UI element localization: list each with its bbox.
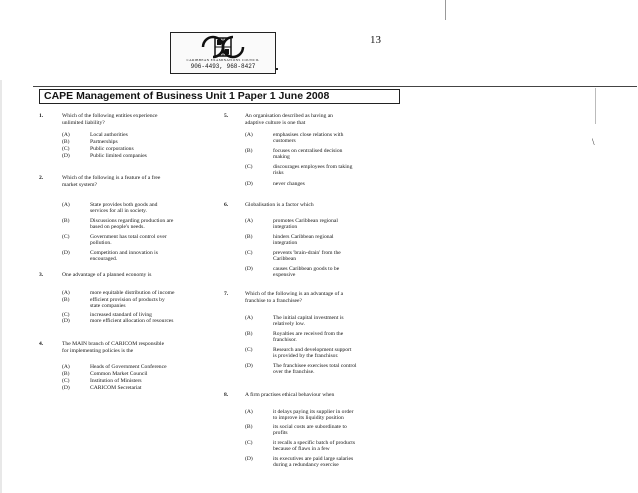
option-text-line: more equitable distribution of income <box>90 290 175 296</box>
option-text-line: emphasises close relations with <box>273 132 344 138</box>
phone-numbers: 906-4493, 968-8427 <box>190 63 256 70</box>
option-text-line: franchisor. <box>273 337 297 344</box>
option-text-line: state companies <box>90 303 126 310</box>
question-stem <box>245 392 395 399</box>
option-text-line: based on people's needs. <box>90 224 145 231</box>
option-text <box>90 385 215 391</box>
option-text-line: Local authorities <box>90 132 128 138</box>
option-text <box>90 132 215 138</box>
option-text-line: efficient provision of products by <box>90 297 165 303</box>
option-text <box>90 218 215 230</box>
option-text <box>90 378 215 384</box>
option-label: (A) <box>245 409 253 415</box>
option-label: (D) <box>245 456 253 462</box>
option-text-line: risks <box>273 170 284 177</box>
option-text <box>90 318 215 324</box>
option-text <box>273 331 388 343</box>
option-text-line: prevents 'brain-drain' from the <box>273 250 341 256</box>
option-text <box>273 218 388 230</box>
option-text-line: increased standard of living <box>90 312 152 318</box>
option-label: (B) <box>62 139 70 145</box>
question-stem-line: unlimited liability? <box>62 119 105 126</box>
option-text <box>273 409 388 421</box>
option-text <box>90 202 215 214</box>
title-box <box>39 89 400 104</box>
option-text <box>273 347 388 359</box>
option-text-line: promotes Caribbean regional <box>273 218 338 224</box>
margin-mark: \ <box>592 137 595 147</box>
option-text-line: its executives are paid large salaries <box>273 456 354 462</box>
option-label: (A) <box>245 218 253 224</box>
question-number: 1. <box>39 113 44 119</box>
option-label: (A) <box>245 315 253 321</box>
option-text <box>90 250 215 262</box>
question-stem-line: One advantage of a planned economy is <box>62 272 152 278</box>
option-label: (B) <box>245 234 253 240</box>
option-text <box>273 424 388 436</box>
question-stem-line: market system? <box>62 181 97 188</box>
option-label: (B) <box>62 297 70 303</box>
option-text-line: profits <box>273 430 288 437</box>
question-stem <box>62 272 212 279</box>
option-text <box>90 371 215 377</box>
paper-title: CAPE Management of Business Unit 1 Paper 1 June 2008 <box>44 90 330 102</box>
option-text <box>273 440 388 452</box>
question-stem <box>62 113 212 126</box>
option-text-line: encouraged. <box>90 256 118 263</box>
scan-edge-shadow <box>0 80 2 493</box>
option-label: (D) <box>245 266 253 272</box>
question-stem-line: Which of the following is a feature of a free <box>62 175 161 181</box>
option-text-line: integration <box>273 240 298 247</box>
option-text <box>273 234 388 246</box>
option-label: (D) <box>62 318 70 324</box>
option-text <box>90 297 215 309</box>
option-label: (A) <box>62 290 70 296</box>
option-text-line: over the franchise. <box>273 369 315 376</box>
option-text <box>90 364 215 370</box>
option-text-line: is provided by the franchisor. <box>273 353 339 360</box>
question-stem-line: Which of the following entities experience <box>62 113 158 119</box>
option-label: (A) <box>62 202 70 208</box>
question-number: 8. <box>224 392 229 398</box>
option-label: (C) <box>245 347 253 353</box>
option-text-line: expensive <box>273 272 296 279</box>
option-text-line: hinders Caribbean regional <box>273 234 334 240</box>
option-text-line: State provides both goods and <box>90 202 158 208</box>
option-text-line: making <box>273 154 290 161</box>
option-label: (D) <box>62 153 70 159</box>
option-text-line: discourages employees from taking <box>273 164 353 170</box>
question-number: 2. <box>39 175 44 181</box>
option-text-line: pollution. <box>90 240 112 247</box>
question-stem <box>245 113 395 126</box>
option-label: (B) <box>62 218 70 224</box>
option-label: (D) <box>62 250 70 256</box>
question-stem <box>62 175 212 188</box>
option-label: (C) <box>62 378 70 384</box>
cxc-logo-icon <box>201 35 245 59</box>
option-text-line: Discussions regarding production are <box>90 218 174 224</box>
option-label: (C) <box>245 164 253 170</box>
option-label: (D) <box>245 363 253 369</box>
question-stem <box>245 291 395 304</box>
option-text-line: to improve its liquidity position <box>273 415 344 422</box>
option-text-line: Caribbean <box>273 256 296 263</box>
option-label: (C) <box>62 146 70 152</box>
option-text-line: integration <box>273 224 298 231</box>
question-stem-line: adaptive culture is one that <box>245 119 306 126</box>
option-text-line: Public corporations <box>90 146 134 152</box>
option-text <box>90 234 215 246</box>
option-text-line: Institution of Ministers <box>90 378 142 384</box>
option-label: (B) <box>245 424 253 430</box>
option-label: (A) <box>62 132 70 138</box>
option-text <box>273 250 388 262</box>
option-label: (B) <box>62 371 70 377</box>
question-number: 3. <box>39 272 44 278</box>
option-text-line: Research and development support <box>273 347 352 353</box>
option-label: (C) <box>62 312 70 318</box>
logo-dot <box>276 68 278 70</box>
page-number: 13 <box>370 34 381 46</box>
question-stem-line: Globalisation is a factor which <box>245 202 314 208</box>
option-text-line: Partnerships <box>90 139 118 145</box>
option-text-line: focuses on centralised decision <box>273 148 343 154</box>
option-text-line: more efficient allocation of resources <box>90 318 174 324</box>
option-text-line: CARICOM Secretariat <box>90 385 142 391</box>
option-label: (B) <box>245 331 253 337</box>
question-number: 5. <box>224 113 229 119</box>
option-text-line: Government has total control over <box>90 234 167 240</box>
option-text <box>273 266 388 278</box>
question-stem-line: Which of the following is an advantage of a <box>245 291 344 297</box>
question-stem-line: franchise to a franchisee? <box>245 297 302 304</box>
question-number: 7. <box>224 291 229 297</box>
option-text <box>273 132 388 144</box>
question-stem <box>62 341 212 354</box>
option-text-line: it delays paying its supplier in order <box>273 409 354 415</box>
option-text <box>273 164 388 176</box>
option-label: (C) <box>62 234 70 240</box>
option-label: (D) <box>245 181 253 187</box>
question-number: 4. <box>39 341 44 347</box>
question-stem-line: A firm practises ethical behaviour when <box>245 392 335 398</box>
option-text-line: during a redundancy exercise <box>273 462 339 469</box>
option-text <box>273 181 388 187</box>
option-label: (A) <box>62 364 70 370</box>
option-text <box>273 363 388 375</box>
option-text-line: customers <box>273 138 296 145</box>
question-stem-line: The MAIN branch of CARICOM responsible <box>62 341 165 347</box>
option-text-line: Common Market Council <box>90 371 148 377</box>
question-number: 6. <box>224 202 229 208</box>
option-text-line: Royalties are received from the <box>273 331 344 337</box>
option-text-line: services for all in society. <box>90 208 147 215</box>
option-text-line: The initial capital investment is <box>273 315 344 321</box>
option-text-line: causes Caribbean goods to be <box>273 266 340 272</box>
option-text-line: because of flaws in a few <box>273 446 330 453</box>
option-text-line: Public limited companies <box>90 153 147 159</box>
option-text <box>90 290 215 296</box>
option-text-line: Competition and innovation is <box>90 250 158 256</box>
option-label: (D) <box>62 385 70 391</box>
option-label: (C) <box>245 250 253 256</box>
option-text-line: relatively low. <box>273 321 305 328</box>
option-label: (A) <box>245 132 253 138</box>
option-label: (C) <box>245 440 253 446</box>
option-text-line: The franchisee exercises total control <box>273 363 357 369</box>
option-text <box>90 146 215 152</box>
option-text <box>90 153 215 159</box>
option-text <box>273 148 388 160</box>
option-text-line: never changes <box>273 181 305 187</box>
option-text-line: Heads of Government Conference <box>90 364 167 370</box>
question-stem-line: An organisation described as having an <box>245 113 333 119</box>
option-label: (B) <box>245 148 253 154</box>
header-rule <box>33 86 637 87</box>
cxc-logo <box>170 32 276 74</box>
question-stem <box>245 202 395 209</box>
option-text-line: it recalls a specific batch of products <box>273 440 356 446</box>
option-text <box>273 315 388 327</box>
option-text <box>273 456 388 468</box>
margin-line <box>595 88 596 124</box>
option-text-line: its social costs are subordinate to <box>273 424 347 430</box>
option-text <box>90 139 215 145</box>
scan-edge-mark <box>445 0 446 20</box>
question-stem-line: for implementing policies is the <box>62 347 134 354</box>
logo-caption: CARIBBEAN EXAMINATIONS COUNCIL <box>186 58 260 62</box>
